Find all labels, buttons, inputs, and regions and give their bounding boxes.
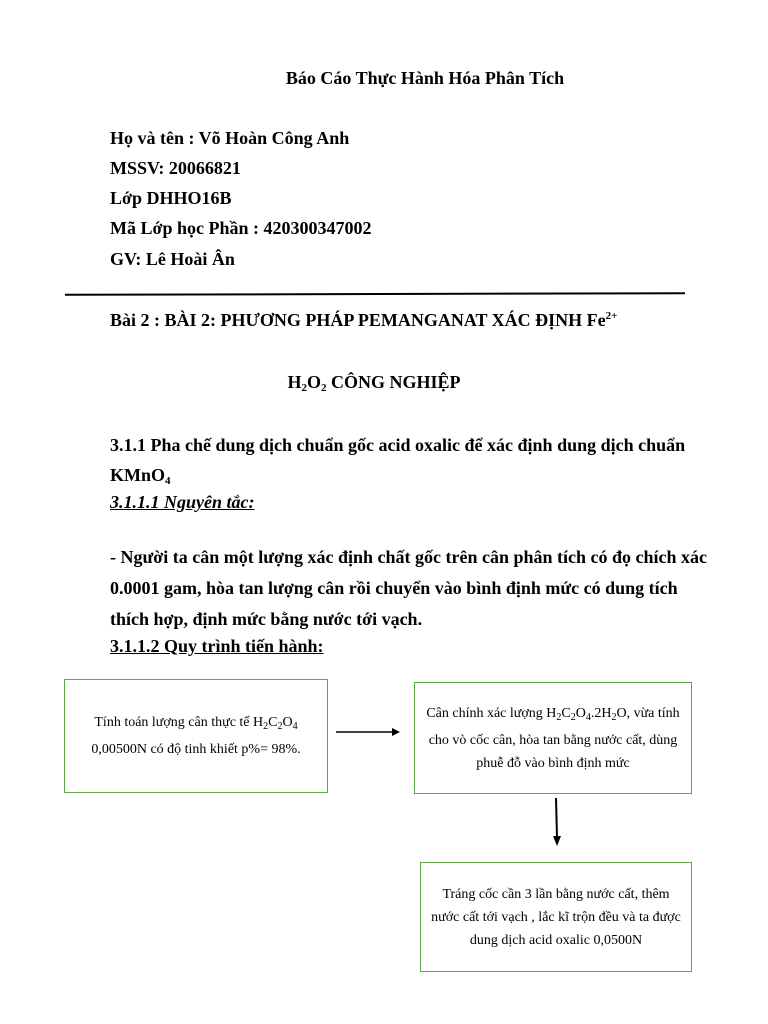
- flow-step-3-text: Tráng cốc cần 3 lần bằng nước cất, thêm nước cất tới vạch , lắc kĩ trộn đều và ta được dung dịch acid oxalic 0,0500N: [431, 886, 681, 948]
- lesson-subheading-rest: CÔNG NGHIỆP: [326, 372, 461, 392]
- flow-step-2-part: C: [561, 705, 571, 721]
- lesson-heading-text: Bài 2 : BÀI 2: PHƯƠNG PHÁP PEMANGANAT XÁC ĐỊNH Fe: [110, 310, 606, 330]
- horizontal-rule: [65, 292, 685, 296]
- report-title: Báo Cáo Thực Hành Hóa Phân Tích: [285, 68, 565, 88]
- formula-o-count: 2: [321, 382, 327, 394]
- arrow-down-line: [556, 798, 557, 838]
- flow-step-2-text: [423, 702, 683, 775]
- flow-step-1-part: O: [282, 715, 293, 730]
- principle-text: - Người ta cân một lượng xác định chất gốc trên cân phân tích có đọ chích xác 0.0001 gam, hòa tan lượng cân rồi chuyển vào bình định mức có dung tích thích hợp, định mức bằng nước tới vạch.: [110, 547, 708, 629]
- flow-step-2-sub: 4: [585, 711, 591, 723]
- section-heading-sub: 4: [165, 475, 171, 487]
- student-id: MSSV: 20066821: [110, 158, 241, 178]
- student-class: Lớp DHHO16B: [110, 188, 232, 208]
- flow-step-2-sub: 2: [611, 711, 617, 723]
- flow-step-2-part: Cân chính xác lượng H: [426, 705, 557, 721]
- formula-h-count: 2: [301, 382, 307, 394]
- flow-step-1-sub: 2: [263, 721, 269, 732]
- student-name: Họ và tên : Võ Hoàn Công Anh: [110, 128, 350, 148]
- flow-step-2-sub: 2: [556, 711, 562, 723]
- teacher-name: GV: Lê Hoài Ân: [110, 249, 235, 269]
- flow-step-1-sub: 4: [292, 721, 298, 732]
- lesson-heading-charge: 2+: [605, 310, 618, 322]
- flow-step-2-part: .2H: [590, 705, 612, 721]
- flow-step-2-part: O, vừa tính cho vò cốc cân, hòa tan bằng nước cất, dùng phuễ đỗ vào bình định mức: [428, 705, 680, 771]
- flow-step-1-part: C: [268, 715, 278, 730]
- section-heading-text: 3.1.1 Pha chế dung dịch chuẩn gốc acid oxalic để xác định dung dịch chuẩn KMnO: [110, 435, 686, 485]
- course-code: Mã Lớp học Phần : 420300347002: [110, 218, 372, 238]
- principle-heading: 3.1.1.1 Nguyên tắc:: [110, 492, 255, 512]
- flow-step-1-sub: 2: [277, 721, 283, 732]
- lesson-heading: [110, 310, 617, 331]
- flow-step-1-part: 0,00500N có độ tinh khiết p%= 98%.: [91, 742, 301, 757]
- flow-step-1-text: [73, 711, 319, 761]
- flow-step-2-part: O: [575, 705, 586, 721]
- flow-step-2: [414, 682, 692, 794]
- arrow-down-head: [553, 836, 561, 846]
- arrow-right-head: [392, 728, 400, 736]
- flow-step-2-sub: 2: [570, 711, 576, 723]
- flow-step-1-part: Tính toán lượng cân thực tế H: [94, 715, 264, 730]
- flow-step-1: [64, 679, 328, 793]
- formula-h: H: [287, 372, 302, 392]
- section-heading: [110, 430, 700, 496]
- procedure-heading: 3.1.1.2 Quy trình tiến hành:: [110, 636, 324, 656]
- formula-o: O: [306, 372, 321, 392]
- flow-step-3: [420, 862, 692, 972]
- lesson-subheading: [0, 372, 748, 394]
